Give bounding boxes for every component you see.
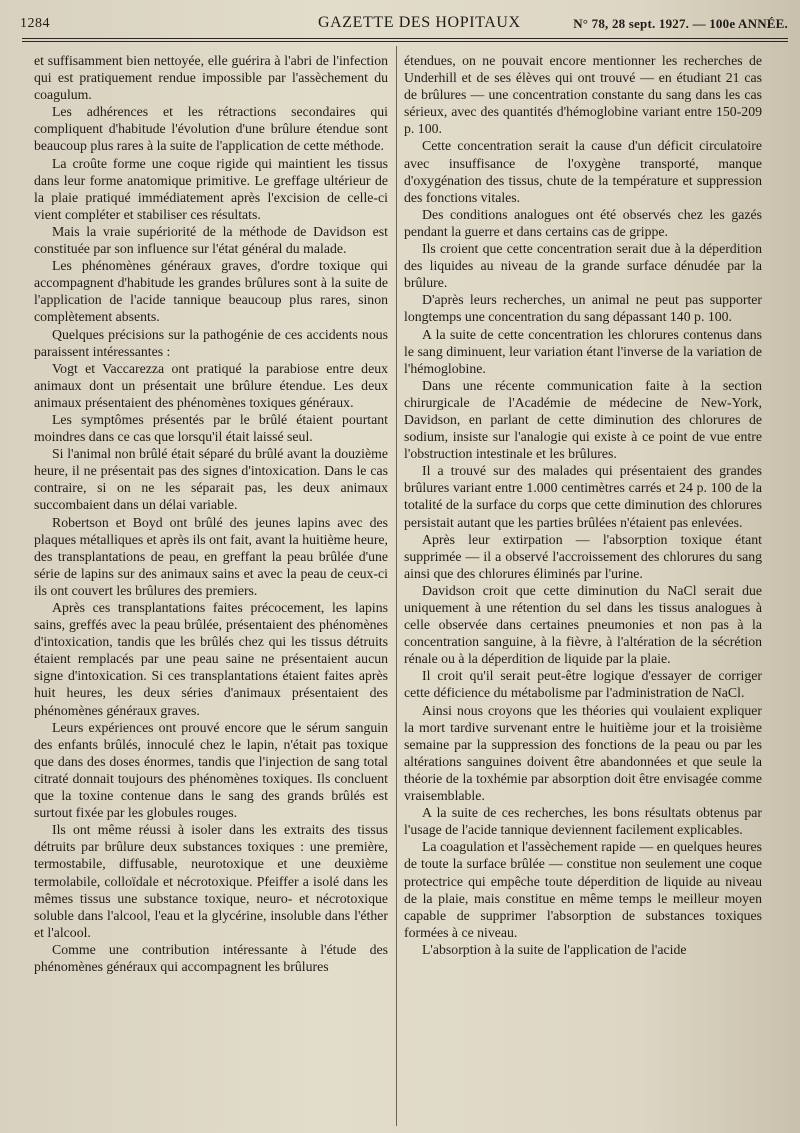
paragraph: Mais la vraie supériorité de la méthode de Davidson est constituée par son influence sur l'état général du malade. [34,223,388,257]
paragraph: Ils ont même réussi à isoler dans les extraits des tissus détruits par brûlure deux substances toxiques : une première, termostabile, diffusable, neurotoxique et une deuxième termolabile, colloïdale et nécrotoxique. Pfeiffer a isolé dans les mêmes tissus une substance toxique, neuro- et nécrotoxique soluble dans l'alcool, l'eau et la glycérine, insoluble dans l'éther et l'alcool. [34,822,388,940]
paragraph: Les symptômes présentés par le brûlé étaient pourtant moindres dans ce cas que lorsqu'il était laissé seul. [34,411,388,445]
header-rule-bottom [22,41,788,42]
paragraph: Comme une contribution intéressante à l'étude des phénomènes généraux qui accompagnent les brûlures [34,941,388,974]
paragraph: Robertson et Boyd ont brûlé des jeunes lapins avec des plaques métalliques et après ils ont fait, avant la huitième heure, des transplantations de peau, en greffant la peau brûlée d'une série de lapins sur des animaux sains et avec la peau de ceux-ci ils ont couvert les brûlures des premiers. [34,514,388,598]
paragraph: Après ces transplantations faites précocement, les lapins sains, greffés avec la peau brûlée, présentaient des phénomènes d'intoxication, tandis que les brûlés chez qui les tissus détruits étaient remplacés par une peau saine ne présentaient aucun signe d'intoxication. Si ces transplantations étaient faites après huit heures, les deux séries d'animaux présentaient des phénomènes généraux graves. [34,600,388,718]
paragraph: A la suite de cette concentration les chlorures contenus dans le sang diminuent, leur variation étant l'inverse de la variation de l'hémoglobine. [404,326,762,376]
paragraph: Des conditions analogues ont été observés chez les gazés pendant la guerre et dans certains cas de grippe. [404,206,762,239]
paragraph: Quelques précisions sur la pathogénie de ces accidents nous paraissent intéressantes : [34,326,388,359]
paragraph: La coagulation et l'assèchement rapide — en quelques heures de toute la surface brûlée — constitue non seulement une coque protectrice qui empêche toute déperdition de liquide au niveau de la plaie, mais constitue en même temps le meilleur moyen capable de supprimer l'absorption de substances toxiques formées à ce niveau. [404,839,762,940]
paragraph: La croûte forme une coque rigide qui maintient les tissus dans leur forme anatomique primitive. Le greffage ultérieur de la plaie pratiqué immédiatement après l'excision de celle-ci vient compléter et stabiliser ces résultats. [34,155,388,222]
paragraph: Vogt et Vaccarezza ont pratiqué la parabiose entre deux animaux dont un présentait une brûlure étendue. Les deux animaux présentaient des phénomènes toxiques généraux. [34,360,388,410]
issue-info: N° 78, 28 sept. 1927. — 100e ANNÉE. [573,16,788,31]
paragraph: D'après leurs recherches, un animal ne peut pas supporter longtemps une concentration du sang dépassant 140 p. 100. [404,292,762,325]
paragraph: A la suite de ces recherches, les bons résultats obtenus par l'usage de l'acide tannique deviennent facilement explicables. [404,805,762,838]
paragraph: Si l'animal non brûlé était séparé du brûlé avant la douzième heure, il ne présentait pas des signes d'intoxication. Dans le cas contraire, si on ne les séparait pas, les deux animaux succombaient dans un délai variable. [34,446,388,513]
paragraph: Les phénomènes généraux graves, d'ordre toxique qui accompagnent d'habitude les grandes brûlures sont à la suite de l'application de l'acide tannique beaucoup plus rares, sinon complètement absents. [34,258,388,325]
page-number: 1284 [20,16,50,31]
column-divider [396,46,397,1126]
paragraph: étendues, on ne pouvait encore mentionner les recherches de Underhill et de ses élèves qui ont trouvé — en étudiant 21 cas de brûlures — une concentration constante du sang dans les cas sérieux, avec des quantités d'hémoglobine variant entre 150-209 p. 100. [404,53,762,137]
journal-title: GAZETTE DES HOPITAUX [318,14,521,31]
paragraph: Après leur extirpation — l'absorption toxique étant supprimée — il a observé l'accroissement des chlorures du sang ainsi que des chlorures éliminés par l'urine. [404,531,762,581]
paragraph: Cette concentration serait la cause d'un déficit circulatoire avec insuffisance de l'oxygène transporté, manque d'oxygénation des tissus, chute de la température et suppression des fonctions vitales. [404,138,762,205]
paragraph: Ainsi nous croyons que les théories qui voulaient expliquer la mort tardive survenant entre le huitième jour et la troisième semaine par la suppression des fonctions de la peau ou par les altérations sanguines doivent être abandonnées et que seule la théorie de la toxhémie par absorption doit être envisagée comme vraisemblable. [404,702,762,804]
page-header [20,10,790,36]
paragraph: Dans une récente communication faite à la section chirurgicale de l'Académie de médecine de New-York, Davidson, en parlant de cette diminution des chlorures de sodium, insiste sur l'analogie qui existe à ce point de vue entre l'obstruction intestinale et les brûlures. [404,377,762,462]
paragraph: et suffisamment bien nettoyée, elle guérira à l'abri de l'infection qui est pratiquement rendue impossible par l'assèchement du coagulum. [34,53,388,103]
paragraph: L'absorption à la suite de l'application de l'acide [422,941,687,957]
left-column [34,52,388,1122]
right-column [404,52,762,1122]
paragraph: Ils croient que cette concentration serait due à la déperdition des liquides au niveau de la grande surface dénudée par la brûlure. [404,241,762,291]
paragraph: Davidson croit que cette diminution du NaCl serait due uniquement à une rétention du sel dans les tissus analogues à celle observée dans certaines pneumonies et non pas à la concentration sanguine, à la fièvre, à l'altération de la sécrétion rénale ou à la déperdition de liquide par la plaie. [404,582,762,667]
paragraph: Les adhérences et les rétractions secondaires qui compliquent d'habitude l'évolution d'une brûlure étendue sont beaucoup plus rares à la suite de l'application de cette méthode. [34,104,388,154]
paragraph: Leurs expériences ont prouvé encore que le sérum sanguin des enfants brûlés, innoculé chez le lapin, n'était pas toxique que dans des doses énormes, tandis que l'injection de sang total citraté donnait toujours des phénomènes toxiques. Ils concluent que la toxine contenue dans le sang des grands brûlés est surtout fixée par les globules rouges. [34,719,388,821]
paragraph: Il a trouvé sur des malades qui présentaient des grandes brûlures variant entre 1.000 centimètres carrés et 24 p. 100 de la totalité de la surface du corps que cette diminution des chlorures persistait autant que les parties brûlées n'étaient pas enlevées. [404,463,762,530]
header-rule-top [22,38,788,39]
paragraph: Il croit qu'il serait peut-être logique d'essayer de corriger cette déficience du métabolisme par l'administration de NaCl. [404,668,762,701]
